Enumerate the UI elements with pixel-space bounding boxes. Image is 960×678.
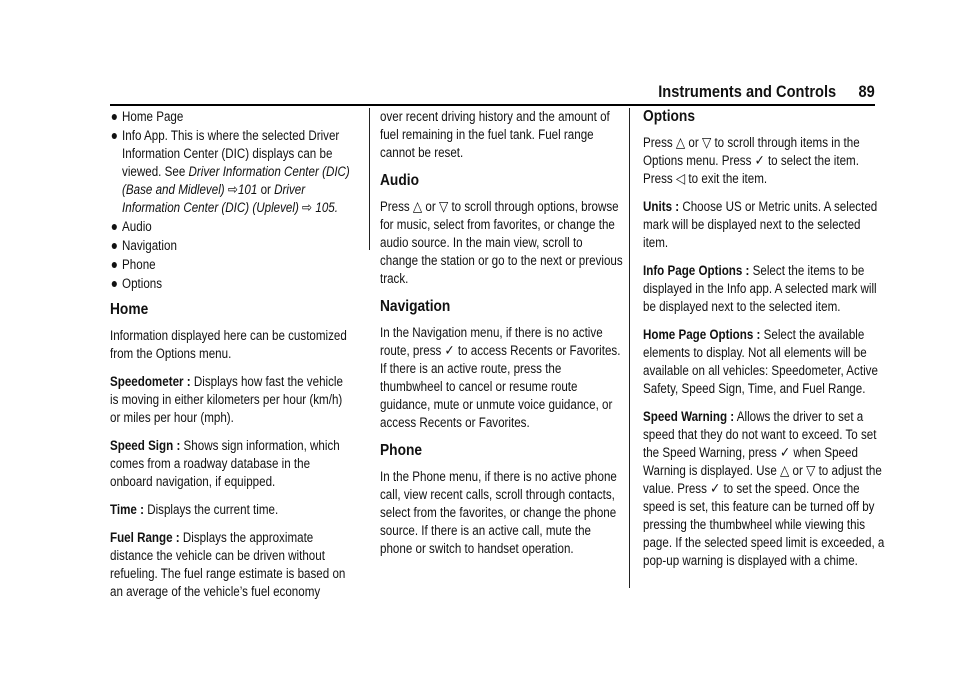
bullet-icon bbox=[112, 262, 117, 268]
page-number: 89 bbox=[858, 82, 875, 101]
heading-options: Options bbox=[643, 108, 695, 125]
fuel-range-item: Fuel Range : Displays the approximate distance the vehicle can be driven without refueling. The fuel range estimate is based on an average of the vehicle’s fuel economy bbox=[110, 530, 346, 599]
speed-sign-item: Speed Sign : Shows sign information, which comes from a roadway database in the onboard navigation, if equipped. bbox=[110, 438, 340, 489]
list-item: Options bbox=[110, 275, 353, 293]
menu-list bbox=[110, 108, 353, 293]
page-arrow-icon: ⇨ bbox=[302, 200, 313, 216]
checkmark-icon: ✓ bbox=[710, 481, 721, 497]
checkmark-icon: ✓ bbox=[780, 445, 791, 461]
heading-home: Home bbox=[110, 301, 149, 318]
down-arrow-icon: ▽ bbox=[438, 199, 449, 215]
list-item: Navigation bbox=[110, 237, 353, 255]
section-title: Instruments and Controls bbox=[658, 82, 837, 101]
phone-text: In the Phone menu, if there is no active phone call, view recent calls, scroll through contacts, select from the favorites, or change the phone source. If there is an active call, mute the phone or switch to handset operation. bbox=[380, 469, 617, 556]
speed-warning-item: Speed Warning : Allows the driver to set a speed that they do not want to exceed. To set the Speed Warning, press ✓ when Speed Warning is displayed. Use △ or ▽ to adjust the value. Press ✓ to set the speed. Once the speed is set, this feature can be turned off by pressing the thumbwheel while viewing this page. If the selected speed limit is exceeded, a pop-up warning is displayed with a chime. bbox=[643, 409, 885, 568]
speedometer-item: Speedometer : Displays how fast the vehicle is moving in either kilometers per hour (km/h) or miles per hour (mph). bbox=[110, 374, 343, 425]
units-item: Units : Choose US or Metric units. A selected mark will be displayed next to the selected item. bbox=[643, 199, 878, 250]
checkmark-icon: ✓ bbox=[444, 343, 455, 359]
header-rule bbox=[110, 104, 875, 106]
heading-audio: Audio bbox=[380, 172, 419, 189]
column-2 bbox=[380, 108, 663, 568]
page-reference[interactable]: 105. bbox=[315, 200, 338, 215]
bullet-icon bbox=[112, 133, 117, 139]
down-arrow-icon: ▽ bbox=[701, 135, 712, 151]
list-item: Phone bbox=[110, 256, 353, 274]
time-item: Time : Displays the current time. bbox=[110, 502, 279, 517]
bullet-icon bbox=[112, 281, 117, 287]
navigation-text: In the Navigation menu, if there is no active route, press ✓ to access Recents or Favorites. If there is an active route, press the thumbwheel to cancel or resume route guidance, mute or unmute voice guidance, or access Recents or Favorites. bbox=[380, 325, 621, 430]
heading-navigation: Navigation bbox=[380, 298, 451, 315]
down-arrow-icon: ▽ bbox=[806, 463, 816, 479]
cross-reference[interactable]: Driver Information Center (DIC) (Uplevel) bbox=[122, 182, 306, 215]
column-1 bbox=[110, 108, 393, 611]
page-header bbox=[658, 82, 875, 102]
up-arrow-icon: △ bbox=[675, 135, 686, 151]
bullet-icon bbox=[112, 224, 117, 230]
column-3 bbox=[643, 108, 926, 580]
info-page-options-item: Info Page Options : Select the items to be displayed in the Info app. A selected mark will be displayed next to the selected item. bbox=[643, 263, 877, 314]
options-text: Press △ or ▽ to scroll through items in the Options menu. Press ✓ to select the item. Press ◁ to exit the item. bbox=[643, 135, 860, 187]
fuel-range-continued: over recent driving history and the amount of fuel remaining in the fuel tank. Fuel range cannot be reset. bbox=[380, 109, 610, 160]
page-reference[interactable]: 101 bbox=[237, 182, 258, 197]
audio-text: Press △ or ▽ to scroll through options, browse for music, select from favorites, or change the audio source. In the main view, scroll to change the station or go to the next or previous track. bbox=[380, 199, 623, 286]
home-page-options-item: Home Page Options : Select the available elements to display. Not all elements will be available on all vehicles: Speedometer, Active Safety, Speed Sign, Time, and Fuel Range. bbox=[643, 327, 878, 396]
list-item: Home Page bbox=[110, 108, 353, 126]
up-arrow-icon: △ bbox=[412, 199, 423, 215]
cross-reference[interactable]: Driver Information Center (DIC) (Base and Midlevel) bbox=[122, 164, 350, 197]
bullet-icon bbox=[112, 114, 117, 120]
list-item: Audio bbox=[110, 218, 353, 236]
list-item: Info App. This is where the selected Driver Information Center (DIC) displays can be viewed. See Driver Information Center (DIC) (Base and Midlevel) ⇨101 or Driver Information Center (DIC) (Uplevel) ⇨ 105. bbox=[110, 127, 353, 217]
checkmark-icon: ✓ bbox=[754, 153, 765, 169]
home-intro: Information displayed here can be customized from the Options menu. bbox=[110, 328, 347, 361]
heading-phone: Phone bbox=[380, 442, 423, 459]
bullet-icon bbox=[112, 243, 117, 249]
back-arrow-icon: ◁ bbox=[675, 171, 686, 187]
page-arrow-icon: ⇨ bbox=[227, 182, 238, 198]
up-arrow-icon: △ bbox=[780, 463, 790, 479]
